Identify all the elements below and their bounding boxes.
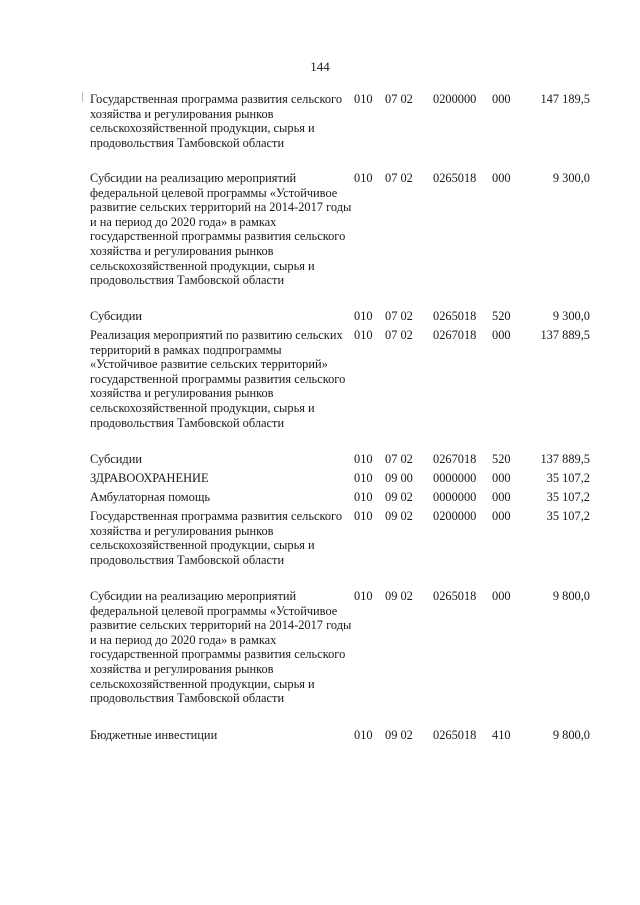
expense-type-code: 520 [492,452,511,466]
amount: 35 107,2 [546,490,590,504]
table-row [0,452,640,471]
table-row [0,309,640,328]
row-name: Субсидии на реализацию мероприятий федеральной целевой программы «Устойчивое развитие сельских территорий на 2014-2017 годы и на период до 2020 года» в рамках государственной программы развития сельского хозяйства и регулирования рынков сельскохозяйственной продукции, сырья и продовольствия Тамбовской области [90,171,352,288]
ministry-code: 010 [354,509,373,523]
ministry-code: 010 [354,309,373,323]
ministry-code: 010 [354,452,373,466]
expense-type-code: 000 [492,509,511,523]
ministry-code: 010 [354,490,373,504]
expense-type-code: 000 [492,589,511,603]
row-name: Субсидии на реализацию мероприятий федеральной целевой программы «Устойчивое развитие сельских территорий на 2014-2017 годы и на период до 2020 года» в рамках государственной программы развития сельского хозяйства и регулирования рынков сельскохозяйственной продукции, сырья и продовольствия Тамбовской области [90,589,352,706]
target-code: 0000000 [433,471,477,485]
page-number: 144 [310,59,330,74]
row-name: Государственная программа развития сельского хозяйства и регулирования рынков сельскохозяйственной продукции, сырья и продовольствия Тамбовской области [90,509,343,567]
expense-type-code: 410 [492,728,511,742]
section-code: 07 02 [385,309,413,323]
target-code: 0267018 [433,452,477,466]
expense-type-code: 000 [492,490,511,504]
expense-type-code: 520 [492,309,511,323]
expense-type-code: 000 [492,471,511,485]
amount: 9 800,0 [552,728,590,742]
table-row [0,728,640,747]
table-row [0,509,640,589]
amount: 9 300,0 [552,309,590,323]
row-name: Бюджетные инвестиции [90,728,218,742]
section-code: 09 02 [385,490,413,504]
section-code: 07 02 [385,171,413,185]
row-name: ЗДРАВООХРАНЕНИЕ [90,471,209,485]
target-code: 0265018 [433,728,477,742]
section-code: 07 02 [385,328,413,342]
row-name: Субсидии [90,309,142,323]
ministry-code: 010 [354,171,373,185]
target-code: 0267018 [433,328,477,342]
amount: 137 889,5 [540,452,590,466]
ministry-code: 010 [354,589,373,603]
table-row [0,490,640,509]
ministry-code: 010 [354,328,373,342]
target-code: 0265018 [433,589,477,603]
section-code: 09 02 [385,728,413,742]
amount: 35 107,2 [546,509,590,523]
amount: 9 800,0 [552,589,590,603]
ministry-code: 010 [354,728,373,742]
target-code: 0265018 [433,309,477,323]
section-code: 09 02 [385,509,413,523]
amount: 137 889,5 [540,328,590,342]
expense-type-code: 000 [492,92,511,106]
table-row [0,589,640,728]
table-row [0,92,640,171]
amount: 147 189,5 [540,92,590,106]
target-code: 0000000 [433,490,477,504]
target-code: 0265018 [433,171,477,185]
ministry-code: 010 [354,92,373,106]
table-row [0,328,640,452]
amount: 35 107,2 [546,471,590,485]
section-code: 09 02 [385,589,413,603]
row-name: Субсидии [90,452,142,466]
amount: 9 300,0 [552,171,590,185]
target-code: 0200000 [433,92,477,106]
row-name: Реализация мероприятий по развитию сельских территорий в рамках подпрограммы «Устойчивое развитие сельских территорий» государственной программы развития сельского хозяйства и регулирования рынков сельскохозяйственной продукции, сырья и продовольствия Тамбовской области [90,328,346,430]
target-code: 0200000 [433,509,477,523]
section-code: 09 00 [385,471,413,485]
table-row [0,471,640,490]
row-name: Амбулаторная помощь [90,490,211,504]
expense-type-code: 000 [492,328,511,342]
expense-type-code: 000 [492,171,511,185]
row-name: Государственная программа развития сельского хозяйства и регулирования рынков сельскохозяйственной продукции, сырья и продовольствия Тамбовской области [90,92,343,150]
ministry-code: 010 [354,471,373,485]
budget-table [0,92,640,747]
section-code: 07 02 [385,92,413,106]
section-code: 07 02 [385,452,413,466]
table-row [0,171,640,309]
